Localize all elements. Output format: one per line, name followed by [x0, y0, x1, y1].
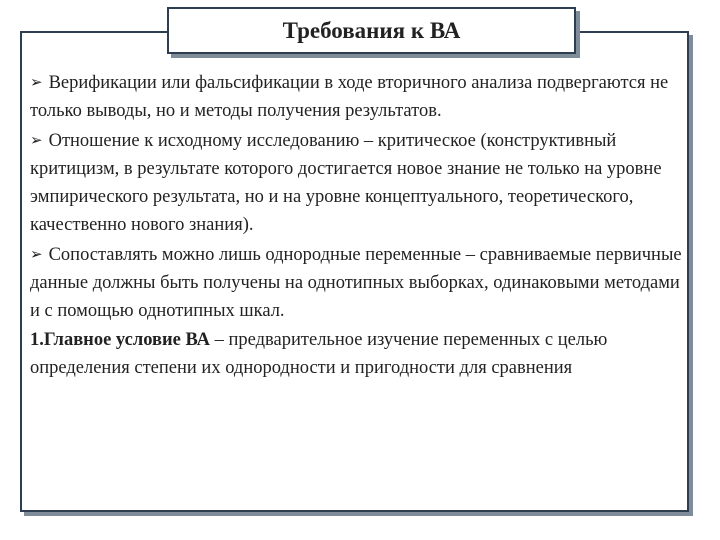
- bullet-text-2: Отношение к исходному исследованию – критическое (конструктивный критицизм, в результате которого достигается новое знание не только на уровне эмпирического результата, но и на уровне концептуального, теоретического, качественно нового знания).: [30, 130, 662, 236]
- bullet-text-3: Сопоставлять можно лишь однородные переменные – сравниваемые первичные данные должны быть получены на однотипных выборках, одинаковыми методами и с помощью однотипных шкал.: [30, 244, 682, 322]
- bullet-item-1: [30, 68, 690, 126]
- bullet-item-2: [30, 126, 690, 240]
- main-condition-label: 1.Главное условие ВА: [30, 329, 211, 350]
- slide-body: [30, 68, 690, 382]
- arrow-right-bullet-icon: ➢: [30, 73, 43, 91]
- bullet-item-3: [30, 240, 690, 326]
- slide-title: Требования к ВА: [282, 17, 461, 43]
- title-box: [167, 7, 576, 54]
- bullet-text-1: Верификации или фальсификации в ходе вторичного анализа подвергаются не только выводы, но и методы получения результатов.: [30, 73, 669, 122]
- main-condition-text: – предварительное изучение переменных с целью определения степени их однородности и пригодности для сравнения: [30, 329, 608, 378]
- main-condition: [30, 326, 690, 383]
- arrow-right-bullet-icon: ➢: [30, 244, 43, 263]
- arrow-right-bullet-icon: ➢: [30, 130, 43, 149]
